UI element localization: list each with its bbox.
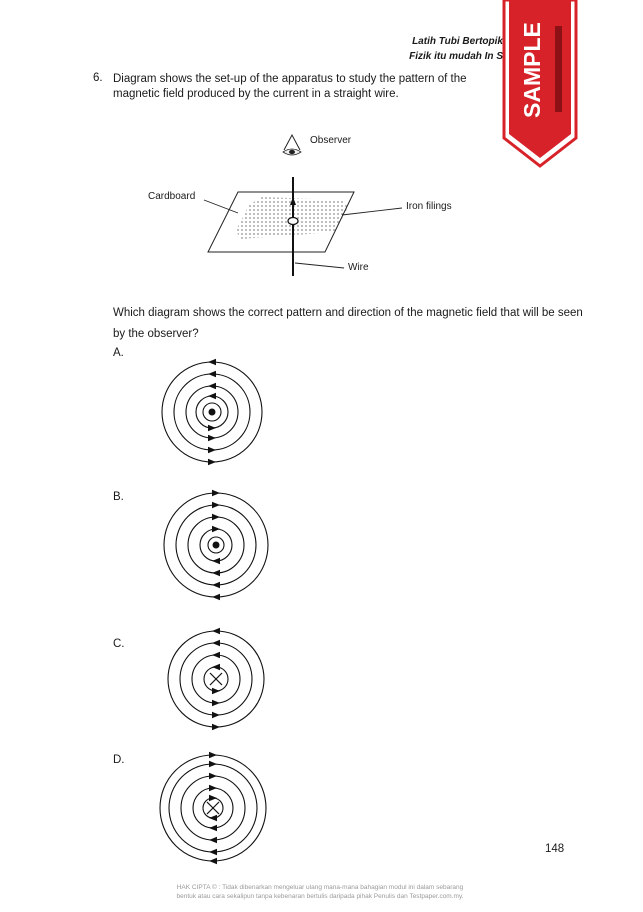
header-line-1: Latih Tubi Bertopik [412,36,503,47]
question-text: Diagram shows the set-up of the apparatus to study the pattern of the magnetic field produced by the current in a straight wire. [113,73,467,100]
field-arrow [209,815,217,821]
field-arrow [209,795,217,801]
field-arrow [212,664,220,670]
field-arrow [209,752,217,758]
option-d-label: D. [113,754,125,766]
option-a-diagram[interactable] [162,359,262,465]
field-arrow [212,502,220,508]
field-arrow [212,688,220,694]
iron-filings-label: Iron filings [406,201,452,212]
option-b-label: B. [113,491,124,503]
copyright-footer [120,883,520,901]
option-d-diagram[interactable] [160,752,266,864]
question-number: 6. [93,72,103,84]
field-arrow [209,837,217,843]
field-arrow [208,435,216,441]
field-arrow [209,785,217,791]
observer-label: Observer [310,135,352,146]
option-a-label: A. [113,347,124,359]
field-arrow [212,640,220,646]
current-out-dot-icon [209,409,216,416]
field-arrow [208,425,216,431]
field-arrow [212,594,220,600]
sample-stamp-text: SAMPLE [519,22,545,118]
field-arrow [212,628,220,634]
option-c-label: C. [113,638,125,650]
wire-label: Wire [348,262,369,273]
footer-line-2: bentuk atau cara sekalipun tanpa kebenaran bertulis daripada pihak Penulis dan Testpaper.com.my. [176,893,464,900]
field-arrow [212,490,220,496]
field-arrow [212,514,220,520]
footer-line-1: HAK CIPTA © : Tidak dibenarkan mengeluar ulang mana-mana bahagian modul ini dalam sebarang [176,884,464,891]
field-arrow [212,582,220,588]
current-out-dot-icon [213,542,220,549]
field-arrow [212,570,220,576]
field-arrow [209,858,217,864]
field-arrow [208,371,216,377]
field-arrow [208,447,216,453]
field-arrow [208,459,216,465]
field-arrow [209,825,217,831]
option-b-diagram[interactable] [164,490,268,600]
field-arrow [209,761,217,767]
field-arrow [209,773,217,779]
option-c-diagram[interactable] [168,628,264,730]
header-line-2: Fizik itu mudah In S [409,51,503,62]
cardboard-label: Cardboard [148,191,196,202]
question-prompt: Which diagram shows the correct pattern and direction of the magnetic field that will be seen by the observer? [113,307,583,340]
field-arrow [208,383,216,389]
field-arrow [212,526,220,532]
field-arrow [212,652,220,658]
field-arrow [208,359,216,365]
field-arrow [212,700,220,706]
field-arrow [212,712,220,718]
field-arrow [208,393,216,399]
field-arrow [209,849,217,855]
page-number: 148 [545,843,565,855]
field-arrow [212,558,220,564]
field-arrow [212,724,220,730]
